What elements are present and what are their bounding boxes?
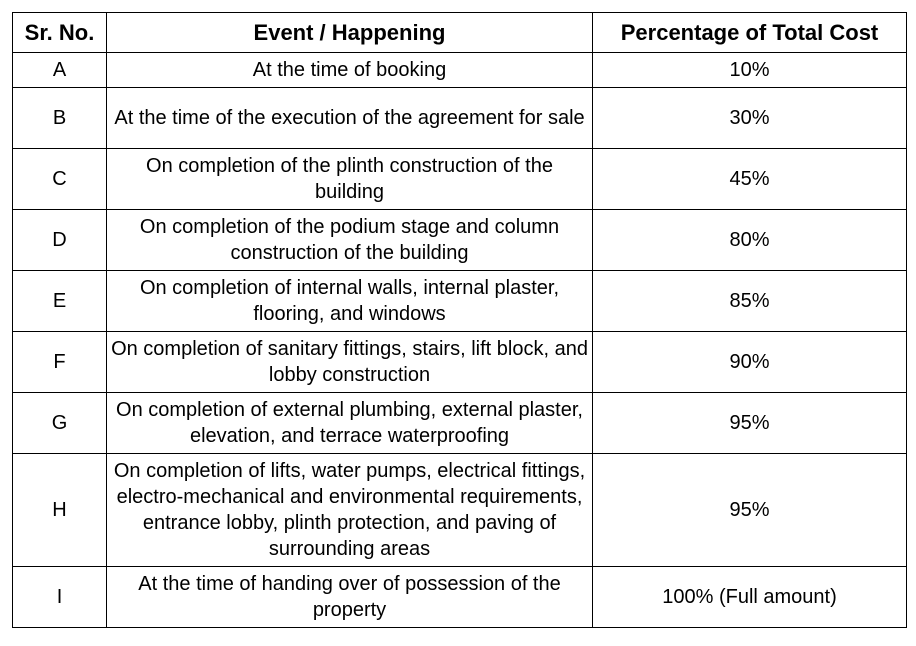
cell-event: At the time of booking bbox=[107, 53, 593, 88]
cell-event: On completion of the plinth construction of the building bbox=[107, 149, 593, 210]
payment-schedule-table bbox=[12, 12, 907, 628]
table-row bbox=[13, 88, 907, 149]
header-percentage: Percentage of Total Cost bbox=[593, 13, 907, 53]
table-header bbox=[13, 13, 907, 53]
cell-percentage: 80% bbox=[593, 210, 907, 271]
table-body bbox=[13, 53, 907, 628]
table-row bbox=[13, 454, 907, 567]
cell-percentage: 90% bbox=[593, 332, 907, 393]
cell-event: On completion of sanitary fittings, stairs, lift block, and lobby construction bbox=[107, 332, 593, 393]
cell-sr-no: G bbox=[13, 393, 107, 454]
cell-sr-no: H bbox=[13, 454, 107, 567]
table-row bbox=[13, 567, 907, 628]
table-row bbox=[13, 332, 907, 393]
cell-percentage: 100% (Full amount) bbox=[593, 567, 907, 628]
header-row bbox=[13, 13, 907, 53]
cell-event: On completion of the podium stage and column construction of the building bbox=[107, 210, 593, 271]
cell-event: On completion of lifts, water pumps, electrical fittings, electro-mechanical and environmental requirements, entrance lobby, plinth protection, and paving of surrounding areas bbox=[107, 454, 593, 567]
cell-sr-no: A bbox=[13, 53, 107, 88]
cell-percentage: 85% bbox=[593, 271, 907, 332]
cell-sr-no: C bbox=[13, 149, 107, 210]
cell-event: At the time of the execution of the agreement for sale bbox=[107, 88, 593, 149]
cell-event: On completion of external plumbing, external plaster, elevation, and terrace waterproofing bbox=[107, 393, 593, 454]
table-row bbox=[13, 210, 907, 271]
cell-percentage: 10% bbox=[593, 53, 907, 88]
header-sr-no: Sr. No. bbox=[13, 13, 107, 53]
cell-percentage: 45% bbox=[593, 149, 907, 210]
cell-sr-no: D bbox=[13, 210, 107, 271]
cell-sr-no: E bbox=[13, 271, 107, 332]
cell-sr-no: F bbox=[13, 332, 107, 393]
cell-sr-no: I bbox=[13, 567, 107, 628]
cell-percentage: 30% bbox=[593, 88, 907, 149]
cell-percentage: 95% bbox=[593, 454, 907, 567]
cell-sr-no: B bbox=[13, 88, 107, 149]
cell-percentage: 95% bbox=[593, 393, 907, 454]
cell-event: On completion of internal walls, internal plaster, flooring, and windows bbox=[107, 271, 593, 332]
table-row bbox=[13, 53, 907, 88]
table-row bbox=[13, 393, 907, 454]
table-row bbox=[13, 149, 907, 210]
header-event: Event / Happening bbox=[107, 13, 593, 53]
table-row bbox=[13, 271, 907, 332]
cell-event: At the time of handing over of possession of the property bbox=[107, 567, 593, 628]
